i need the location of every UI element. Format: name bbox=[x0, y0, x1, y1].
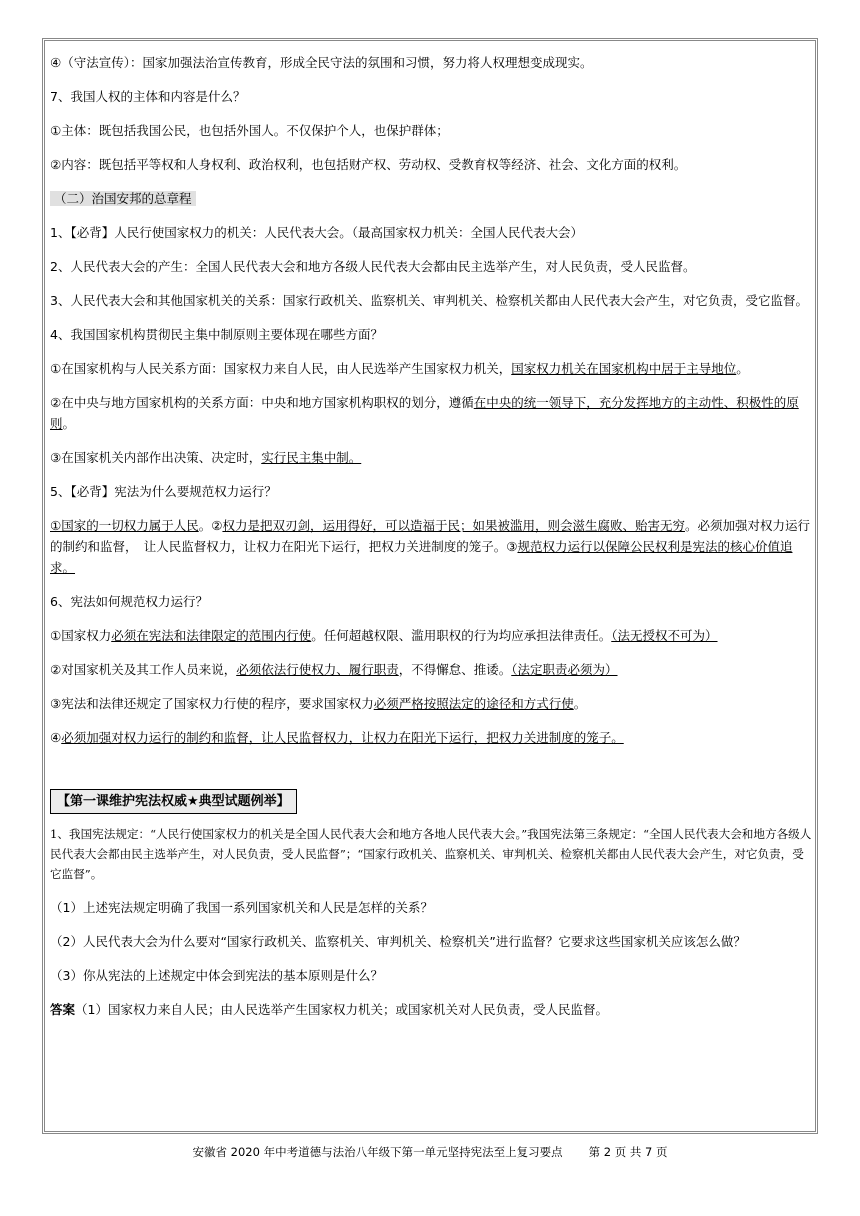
paragraph: 2、人民代表大会的产生：全国人民代表大会和地方各级人民代表大会都由民主选举产生，对人民负责，受人民监督。 bbox=[50, 259, 696, 274]
underlined-text: ①国家的一切权力属于人民 bbox=[50, 518, 199, 533]
sub-question: （1）上述宪法规定明确了我国一系列国家机关和人民是怎样的关系？ bbox=[50, 900, 433, 915]
section-title bbox=[50, 188, 812, 209]
text: 。② bbox=[198, 518, 223, 533]
question-heading: 4、我国国家机构贯彻民主集中制原则主要体现在哪些方面？ bbox=[50, 327, 383, 342]
question-heading: 7、我国人权的主体和内容是什么？ bbox=[50, 89, 246, 104]
underlined-text: 权力是把双刃剑，运用得好，可以造福于民；如果被滥用，则会滋生腐败、贻害无穷 bbox=[222, 518, 685, 533]
text: ②在中央与地方国家机构的关系方面：中央和地方国家机构职权的划分，遵循 bbox=[50, 395, 474, 410]
text: ，不得懈怠、推诿。 bbox=[398, 662, 512, 677]
text: ①国家权力 bbox=[50, 628, 112, 643]
paragraph: 3、人民代表大会和其他国家机关的关系：国家行政机关、监察机关、审判机关、检察机关都由人民代表大会产生，对它负责，受它监督。 bbox=[50, 293, 808, 308]
spacer bbox=[50, 761, 812, 789]
paragraph bbox=[50, 515, 812, 578]
paragraph bbox=[50, 447, 812, 468]
text: ②对国家机关及其工作人员来说， bbox=[50, 662, 237, 677]
sub-question: （3）你从宪法的上述规定中体会到宪法的基本原则是什么？ bbox=[50, 968, 383, 983]
page-number: 第 2 页 共 7 页 bbox=[588, 1145, 668, 1159]
underlined-text: 必须依法行使权力、履行职责 bbox=[236, 662, 399, 677]
underlined-text: 规范权力运行以保障公民权利是宪法的核心价值追求。 bbox=[50, 539, 793, 575]
document-body bbox=[50, 52, 812, 1033]
underlined-text: 实行民主集中制。 bbox=[261, 450, 362, 465]
answer-text: （1）国家权力来自人民；由人民选举产生国家权力机关；或国家机关对人民负责，受人民监督。 bbox=[75, 1002, 608, 1017]
text: 。 bbox=[736, 361, 749, 376]
paragraph bbox=[50, 659, 812, 680]
section-title-text: （二）治国安邦的总章程 bbox=[50, 191, 196, 206]
underlined-text: 国家权力机关在国家机构中居于主导地位 bbox=[511, 361, 737, 376]
underlined-text: 必须加强对权力运行的制约和监督，让人民监督权力，让权力在阳光下运行，把权力关进制度的笼子。 bbox=[61, 730, 624, 745]
answer bbox=[50, 999, 812, 1020]
sub-question: （2）人民代表大会为什么要对“国家行政机关、监察机关、审判机关、检察机关”进行监督？它要求这些国家机关应该怎么做？ bbox=[50, 934, 746, 949]
page-footer bbox=[0, 1144, 860, 1160]
text: 。任何超越权限、滥用职权的行为均应承担法律责任。 bbox=[311, 628, 612, 643]
text: ③在国家机关内部作出决策、决定时， bbox=[50, 450, 262, 465]
paragraph bbox=[50, 392, 812, 434]
paragraph: ②内容：既包括平等权和人身权利、政治权利，也包括财产权、劳动权、受教育权等经济、社会、文化方面的权利。 bbox=[50, 157, 687, 172]
paragraph: ④（守法宣传）：国家加强法治宣传教育，形成全民守法的氛围和习惯，努力将人权理想变成现实。 bbox=[50, 55, 593, 70]
exam-question: 1、我国宪法规定：“人民行使国家权力的机关是全国人民代表大会和地方各地人民代表大会。”我国宪法第三条规定：“全国人民代表大会和地方各级人民代表大会都由民主选举产生，对人民负责，受人民监督”；“国家行政机关、监察机关、审判机关、检察机关都由人民代表大会产生，对它负责，受它监督”。 bbox=[50, 827, 812, 881]
paragraph: 1、【必背】人民行使国家权力的机关：人民代表大会。（最高国家权力机关：全国人民代表大会） bbox=[50, 225, 583, 240]
text: 。 bbox=[62, 416, 76, 431]
underlined-text: 必须严格按照法定的途径和方式行使 bbox=[373, 696, 574, 711]
underlined-text: （法定职责必须为） bbox=[511, 662, 618, 677]
text: ③宪法和法律还规定了国家权力行使的程序，要求国家权力 bbox=[50, 696, 374, 711]
text: ①在国家机构与人民关系方面：国家权力来自人民，由人民选举产生国家权力机关， bbox=[50, 361, 512, 376]
underlined-text: 必须在宪法和法律限定的范围内行使 bbox=[111, 628, 312, 643]
text: 。必须加强对权力运行的制约和监督， 让人民监督权力，让权力在阳光下运行，把权力关进制度的笼子。③ bbox=[50, 518, 810, 554]
underlined-text: （法无授权不可为） bbox=[611, 628, 718, 643]
paragraph bbox=[50, 693, 812, 714]
paragraph bbox=[50, 727, 812, 748]
paragraph: ①主体：既包括我国公民，也包括外国人。不仅保护个人，也保护群体； bbox=[50, 123, 449, 138]
answer-label: 答案 bbox=[50, 1002, 76, 1017]
footer-title: 安徽省 2020 年中考道德与法治八年级下第一单元坚持宪法至上复习要点 bbox=[192, 1145, 563, 1159]
question-heading: 6、宪法如何规范权力运行？ bbox=[50, 594, 208, 609]
underlined-text: 在中央的统一领导下，充分发挥地方的主动性、积极性的原则 bbox=[50, 395, 799, 431]
question-heading: 5、【必背】宪法为什么要规范权力运行？ bbox=[50, 484, 277, 499]
paragraph bbox=[50, 625, 812, 646]
text: 。 bbox=[573, 696, 587, 711]
text: ④ bbox=[50, 730, 62, 745]
exam-section-title: 【第一课维护宪法权威★典型试题例举】 bbox=[50, 789, 297, 814]
paragraph bbox=[50, 358, 812, 379]
